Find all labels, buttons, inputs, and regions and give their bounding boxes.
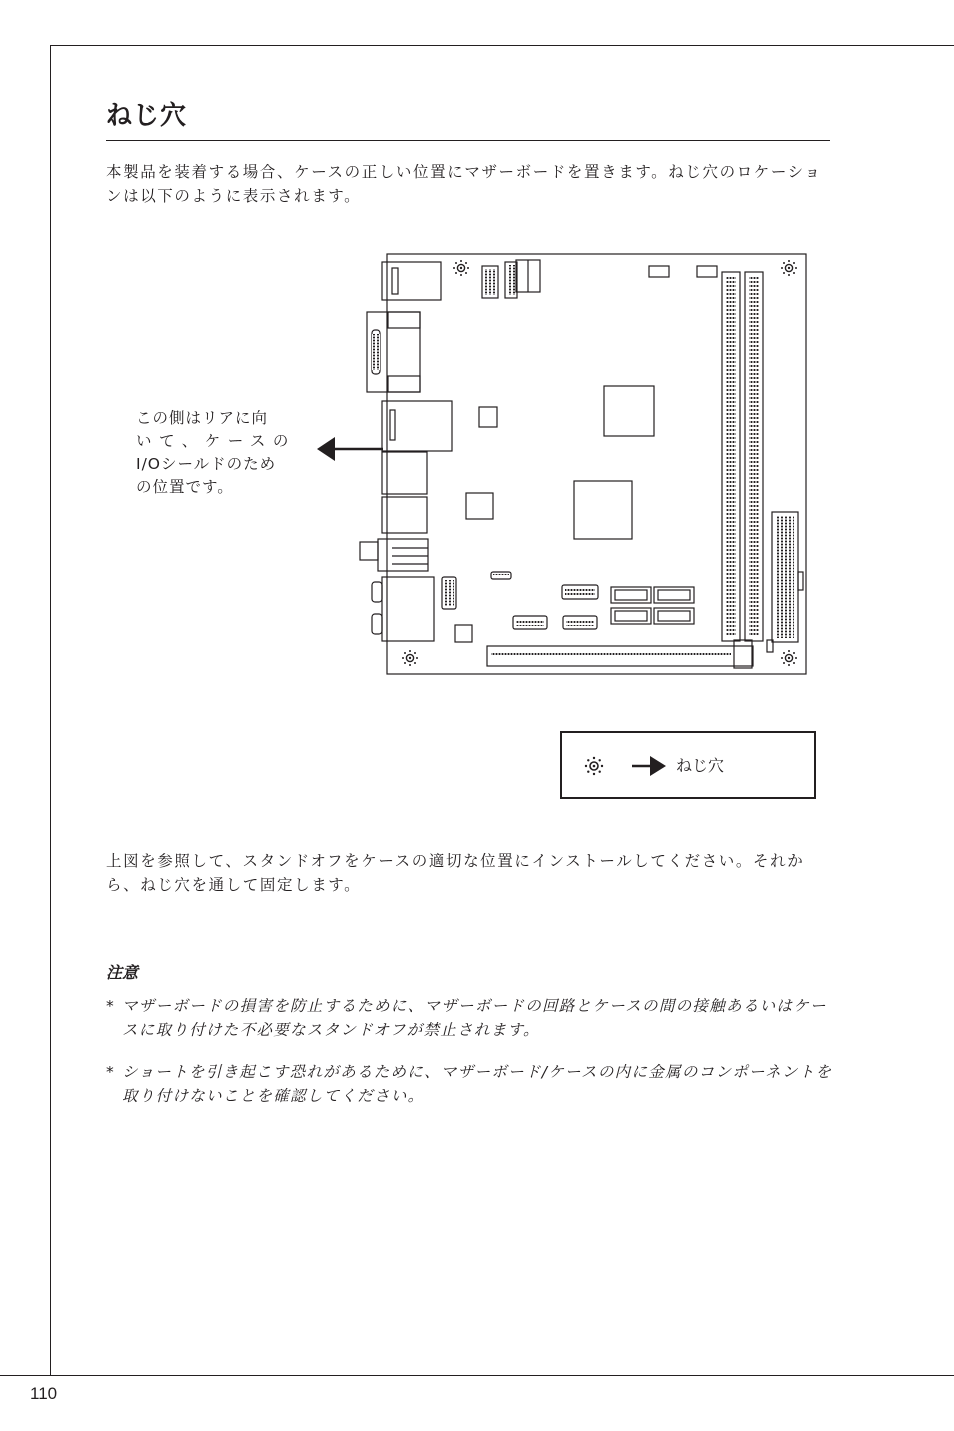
io-port-usb-2 <box>382 497 427 533</box>
callout-line: この側はリアに向 <box>136 409 269 427</box>
section-title: ねじ穴 <box>106 101 188 131</box>
screw-hole-icon <box>579 751 609 781</box>
screw-hole-icon <box>402 260 797 666</box>
note-item <box>106 1060 836 1108</box>
io-port-vga <box>382 401 452 451</box>
page-frame-bottom <box>0 1375 954 1376</box>
arrow-to-rear-io <box>317 437 383 461</box>
callout-line: いて、ケースの <box>136 432 296 450</box>
instructions-paragraph: 上図を参照して、スタンドオフをケースの適切な位置にインストールしてください。それから、ねじ穴を通して固定します。 <box>106 852 805 894</box>
io-port-lan <box>378 539 428 571</box>
notes-heading: 注意 <box>106 963 139 982</box>
cpu <box>574 481 632 539</box>
callout-line: I/Oシールドのため <box>136 455 277 473</box>
intro-paragraph: 本製品を装着する場合、ケースの正しい位置にマザーボードを置きます。ねじ穴のロケーションは以下のように表示されます。 <box>106 163 822 205</box>
note-bullet: * <box>106 1063 116 1081</box>
right-arrow-icon <box>630 751 670 781</box>
note-bullet: * <box>106 997 116 1015</box>
legend-box <box>560 731 816 799</box>
legend-label: ねじ穴 <box>676 756 725 775</box>
note-text: ショートを引き起こす恐れがあるために、マザーボード/ケースの内に金属のコンポーネントを取り付けないことを確認してください。 <box>122 1063 833 1105</box>
io-port-usb-1 <box>382 452 427 494</box>
rear-io-callout <box>136 407 308 499</box>
callout-line: の位置です。 <box>136 478 234 496</box>
page-number: 110 <box>30 1384 58 1403</box>
io-port-audio <box>382 577 434 641</box>
note-text: マザーボードの損害を防止するために、マザーボードの回路とケースの間の接触あるいはケースに取り付けた不必要なスタンドオフが禁止されます。 <box>122 997 827 1039</box>
motherboard-outline <box>387 254 806 674</box>
chipset <box>604 386 654 436</box>
io-port-ps2 <box>382 262 441 300</box>
note-item <box>106 994 836 1042</box>
